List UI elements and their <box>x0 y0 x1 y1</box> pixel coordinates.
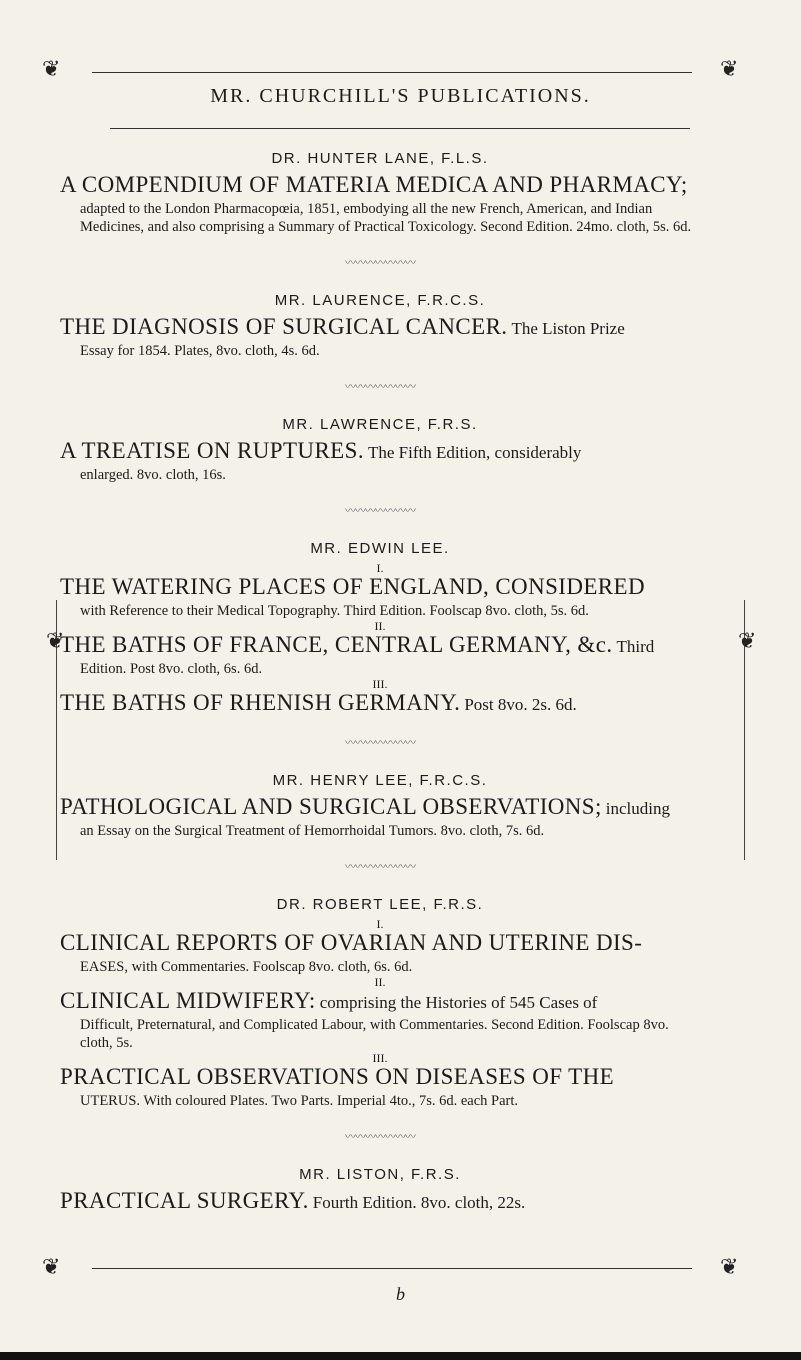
book-entry <box>60 1064 700 1090</box>
header-rule <box>110 128 690 129</box>
book-title: THE BATHS OF RHENISH GERMANY. <box>60 690 461 715</box>
author-section <box>60 292 700 360</box>
book-entry <box>60 988 700 1014</box>
book-entry <box>60 172 700 198</box>
section-divider: 〰〰〰〰〰〰〰 <box>345 861 415 873</box>
book-title: A COMPENDIUM OF MATERIA MEDICA AND PHARMACY; <box>60 172 688 197</box>
book-note: comprising the Histories of 545 Cases of <box>319 993 598 1012</box>
book-note: The Liston Prize <box>511 319 625 338</box>
book-description: Edition. Post 8vo. cloth, 6s. 6d. <box>80 661 263 677</box>
running-head: MR. CHURCHILL'S PUBLICATIONS. <box>210 85 591 107</box>
entry-numeral: II. <box>374 975 386 989</box>
section-divider: 〰〰〰〰〰〰〰 <box>345 737 415 749</box>
book-description: Difficult, Preternatural, and Complicated Labour, with Commentaries. Second Edition. Foolscap 8vo. cloth, 5s. <box>80 1017 669 1051</box>
book-entry <box>60 314 700 340</box>
book-title: PATHOLOGICAL AND SURGICAL OBSERVATIONS; <box>60 794 602 819</box>
section-divider: 〰〰〰〰〰〰〰 <box>345 257 415 269</box>
section-divider: 〰〰〰〰〰〰〰 <box>345 505 415 517</box>
author-heading: MR. EDWIN LEE. <box>310 540 450 557</box>
author-heading: DR. HUNTER LANE, F.L.S. <box>271 150 489 167</box>
entry-numeral: I. <box>376 561 384 575</box>
bottom-band <box>0 1352 801 1360</box>
book-note: Fourth Edition. 8vo. cloth, 22s. <box>312 1193 526 1212</box>
author-section <box>60 1166 700 1214</box>
book-title: CLINICAL REPORTS OF OVARIAN AND UTERINE DIS- <box>60 930 643 955</box>
book-entry <box>60 930 700 956</box>
book-note: Third <box>616 637 655 656</box>
book-entry <box>60 1188 700 1214</box>
top-left-ornament: ❦ <box>42 56 61 81</box>
author-heading: MR. LAURENCE, F.R.C.S. <box>274 292 486 309</box>
book-title: CLINICAL MIDWIFERY: <box>60 988 316 1013</box>
author-section <box>60 772 700 840</box>
author-heading: DR. ROBERT LEE, F.R.S. <box>276 896 484 913</box>
book-description: with Reference to their Medical Topography. Third Edition. Foolscap 8vo. cloth, 5s. 6d. <box>80 603 589 619</box>
left-mid-ornament: ❦ <box>46 628 65 653</box>
book-entry <box>60 574 700 600</box>
book-description: adapted to the London Pharmacopœia, 1851, embodying all the new French, American, and Indian Medicines, and also comprising a Summary of Practical Toxicology. Second Edition. 24mo. cloth, 5s. 6d. <box>80 201 692 235</box>
author-heading: MR. LAWRENCE, F.R.S. <box>282 416 478 433</box>
book-description: enlarged. 8vo. cloth, 16s. <box>80 467 226 483</box>
author-section <box>60 540 700 716</box>
book-entry <box>60 438 700 464</box>
author-section <box>60 150 700 236</box>
catalogue-content <box>60 150 700 1216</box>
author-section <box>60 896 700 1110</box>
book-entry <box>60 632 700 658</box>
book-note: Post 8vo. 2s. 6d. <box>464 695 577 714</box>
entry-numeral: III. <box>372 1051 388 1065</box>
book-title: THE BATHS OF FRANCE, CENTRAL GERMANY, &c. <box>60 632 613 657</box>
book-title: A TREATISE ON RUPTURES. <box>60 438 364 463</box>
signature-mark: b <box>396 1284 405 1304</box>
section-divider: 〰〰〰〰〰〰〰 <box>345 381 415 393</box>
top-right-ornament: ❦ <box>720 56 739 81</box>
book-title: PRACTICAL OBSERVATIONS ON DISEASES OF THE <box>60 1064 615 1089</box>
author-heading: MR. HENRY LEE, F.R.C.S. <box>272 772 488 789</box>
entry-numeral: II. <box>374 619 386 633</box>
book-description: Essay for 1854. Plates, 8vo. cloth, 4s. 6d. <box>80 343 320 359</box>
entry-numeral: I. <box>376 917 384 931</box>
bottom-right-ornament: ❦ <box>720 1254 739 1279</box>
book-entry <box>60 794 700 820</box>
book-description: an Essay on the Surgical Treatment of Hemorrhoidal Tumors. 8vo. cloth, 7s. 6d. <box>80 823 545 839</box>
author-heading: MR. LISTON, F.R.S. <box>299 1166 461 1183</box>
right-mid-ornament: ❦ <box>738 628 757 653</box>
book-description: EASES, with Commentaries. Foolscap 8vo. cloth, 6s. 6d. <box>80 959 413 975</box>
book-entry <box>60 690 700 716</box>
top-rule <box>92 72 692 73</box>
book-description: UTERUS. With coloured Plates. Two Parts. Imperial 4to., 7s. 6d. each Part. <box>80 1093 519 1109</box>
bottom-left-ornament: ❦ <box>42 1254 61 1279</box>
entry-numeral: III. <box>372 677 388 691</box>
book-title: PRACTICAL SURGERY. <box>60 1188 309 1213</box>
book-note: The Fifth Edition, considerably <box>367 443 582 462</box>
author-section <box>60 416 700 484</box>
book-title: THE DIAGNOSIS OF SURGICAL CANCER. <box>60 314 508 339</box>
book-note: including <box>605 799 670 818</box>
bottom-rule <box>92 1268 692 1269</box>
section-divider: 〰〰〰〰〰〰〰 <box>345 1131 415 1143</box>
book-title: THE WATERING PLACES OF ENGLAND, CONSIDERED <box>60 574 645 599</box>
